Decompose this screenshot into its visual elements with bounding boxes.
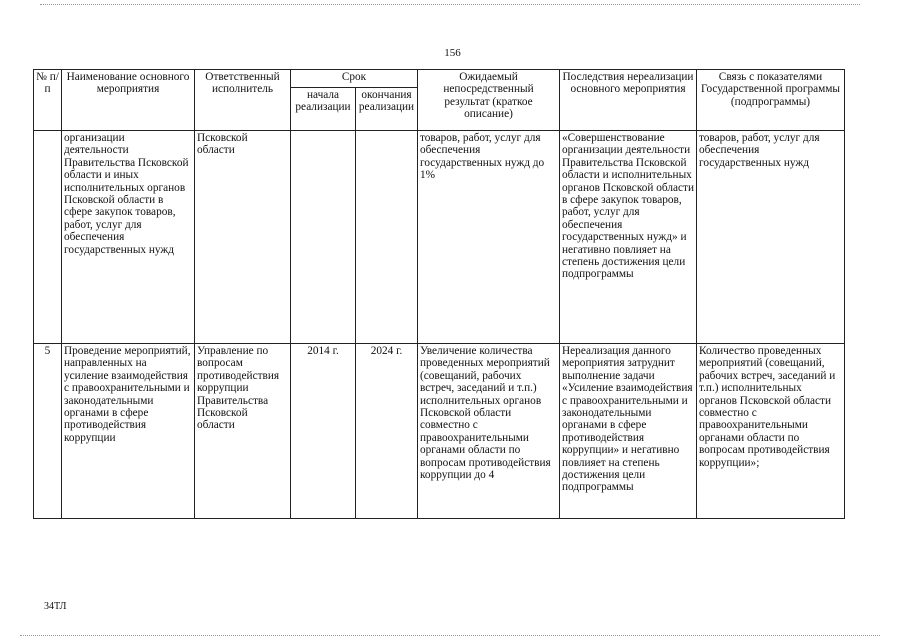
header-result: Ожидаемый непосредственный результат (краткое описание) xyxy=(418,70,560,131)
row-consequences: Нереализация данного мероприятия затруднит выполнение задачи «Усиление взаимодействия с правоохранительными и законодательными органами в сфере противодействия коррупции» и негативно повлияет на степень достижения цели подпрограммы xyxy=(560,344,697,519)
table-row xyxy=(34,131,845,344)
header-executor: Ответственный исполнитель xyxy=(195,70,291,131)
header-num: № п/п xyxy=(34,70,62,131)
header-name: Наименование основного мероприятия xyxy=(62,70,195,131)
table-row xyxy=(34,344,845,519)
row-result: Увеличение количества проведенных мероприятий (совещаний, рабочих встреч, заседаний и т.п.) исполнительных органов Псковской области совместно с правоохранительными органами области по вопросам противодействия коррупции до 4 xyxy=(418,344,560,519)
row-start: 2014 г. xyxy=(291,344,356,519)
row-name: организации деятельности Правительства Псковской области и иных исполнительных органов Псковской области в сфере закупок товаров, работ, услуг для обеспечения государственных нужд xyxy=(62,131,195,344)
header-consequences: Последствия нереализации основного мероприятия xyxy=(560,70,697,131)
measures-table xyxy=(33,69,845,519)
row-end xyxy=(356,131,418,344)
row-num: 5 xyxy=(34,344,62,519)
row-end: 2024 г. xyxy=(356,344,418,519)
row-link: Количество проведенных мероприятий (совещаний, рабочих встреч, заседаний и т.п.) исполнительных органов Псковской области совместно с правоохранительными органами области по вопросам противодействия коррупции»; xyxy=(697,344,845,519)
scan-edge-top xyxy=(40,4,860,7)
row-consequences: «Совершенствование организации деятельности Правительства Псковской области и исполнительных органов Псковской области в сфере закупок товаров, работ, услуг для обеспечения государственных нужд» и негативно повлияет на степень достижения цели подпрограммы xyxy=(560,131,697,344)
header-start: начала реализации xyxy=(291,88,356,131)
header-end: окончания реализации xyxy=(356,88,418,131)
header-row-top xyxy=(34,70,845,88)
row-link: товаров, работ, услуг для обеспечения государственных нужд xyxy=(697,131,845,344)
row-executor: Псковской области xyxy=(195,131,291,344)
footer-code: 34ТЛ xyxy=(44,601,67,612)
row-num xyxy=(34,131,62,344)
row-start xyxy=(291,131,356,344)
row-name: Проведение мероприятий, направленных на усиление взаимодействия с правоохранительными и законодательными органами в сфере противодействия коррупции xyxy=(62,344,195,519)
header-link: Связь с показателями Государственной программы (подпрограммы) xyxy=(697,70,845,131)
scan-edge-bottom xyxy=(20,635,880,638)
row-result: товаров, работ, услуг для обеспечения государственных нужд до 1% xyxy=(418,131,560,344)
row-executor: Управление по вопросам противодействия коррупции Правительства Псковской области xyxy=(195,344,291,519)
header-term: Срок xyxy=(291,70,418,88)
page-number: 156 xyxy=(444,47,461,59)
